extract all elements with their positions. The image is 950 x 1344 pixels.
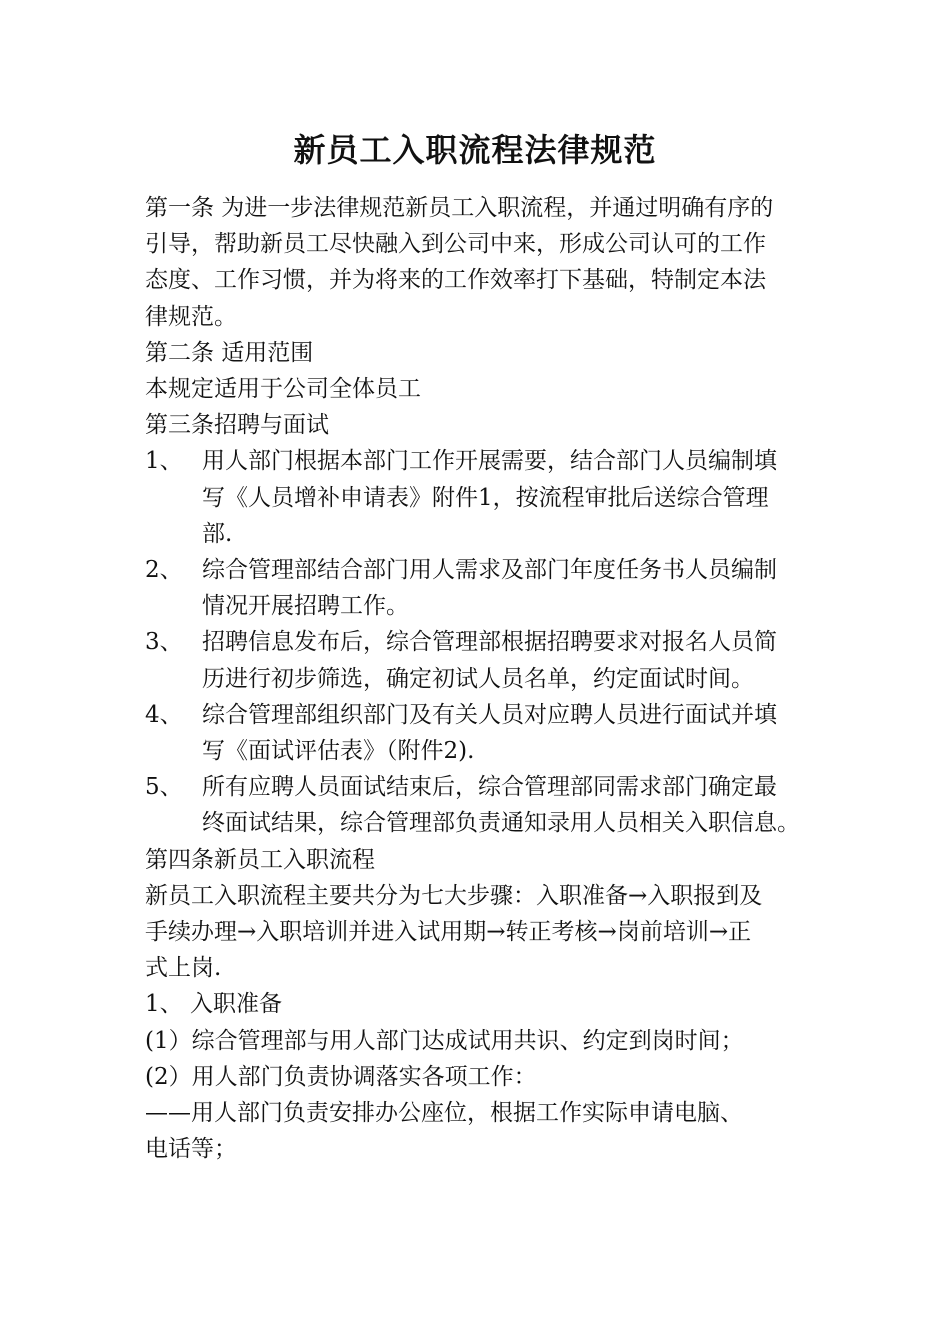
item-line: 终面试结果，综合管理部负责通知录用人员相关入职信息。 xyxy=(202,810,800,837)
item-number: 5、 xyxy=(145,774,183,801)
item-line: 招聘信息发布后，综合管理部根据招聘要求对报名人员简 xyxy=(202,629,777,656)
article-2-heading: 第二条 适用范围 xyxy=(145,339,314,366)
item-line: 写《人员增补申请表》附件1，按流程审批后送综合管理 xyxy=(202,484,769,511)
article-3-item-3 xyxy=(145,624,825,696)
document-title: 新员工入职流程法律规范 xyxy=(293,131,657,169)
article-1 xyxy=(145,190,825,335)
article-1-line: 引导，帮助新员工尽快融入到公司中来，形成公司认可的工作 xyxy=(145,231,766,258)
item-number: 2、 xyxy=(145,557,183,584)
item-line: 历进行初步筛选，确定初试人员名单，约定面试时间。 xyxy=(202,665,754,692)
item-text xyxy=(202,552,825,624)
article-1-line: 态度、工作习惯，并为将来的工作效率打下基础，特制定本法 xyxy=(145,267,766,294)
item-line: 综合管理部结合部门用人需求及部门年度任务书人员编制 xyxy=(202,557,777,584)
item-line: 用人部门根据本部门工作开展需要，结合部门人员编制填 xyxy=(202,448,777,475)
article-4-intro xyxy=(145,878,825,987)
dash-item-line: 电话等； xyxy=(145,1136,237,1163)
dash-item-line: ——用人部门负责安排办公座位，根据工作实际申请电脑、 xyxy=(145,1100,743,1127)
item-number: 4、 xyxy=(145,701,183,728)
step-1-sub-2: (2）用人部门负责协调落实各项工作： xyxy=(145,1063,537,1090)
item-line: 部. xyxy=(202,520,233,547)
article-4-intro-line: 手续办理→入职培训并进入试用期→转正考核→岗前培训→正 xyxy=(145,919,752,946)
article-3-heading: 第三条招聘与面试 xyxy=(145,412,329,439)
item-text xyxy=(202,769,825,841)
article-4-intro-line: 新员工入职流程主要共分为七大步骤：入职准备→入职报到及 xyxy=(145,882,763,909)
article-4-heading: 第四条新员工入职流程 xyxy=(145,846,375,873)
item-number: 3、 xyxy=(145,629,183,656)
item-line: 所有应聘人员面试结束后，综合管理部同需求部门确定最 xyxy=(202,774,777,801)
article-3-item-1 xyxy=(145,443,825,552)
item-line: 情况开展招聘工作。 xyxy=(202,593,409,620)
article-3-item-2 xyxy=(145,552,825,624)
article-3-item-5 xyxy=(145,769,825,841)
item-line: 综合管理部组织部门及有关人员对应聘人员进行面试并填 xyxy=(202,701,777,728)
step-1-dash-item xyxy=(145,1095,825,1167)
article-3-item-4 xyxy=(145,697,825,769)
step-1-sub-1: (1）综合管理部与用人部门达成试用共识、约定到岗时间； xyxy=(145,1027,744,1054)
article-2-text: 本规定适用于公司全体员工 xyxy=(145,376,421,403)
item-text xyxy=(202,443,825,552)
article-4-intro-line: 式上岗. xyxy=(145,955,222,982)
item-text xyxy=(202,697,825,769)
item-text xyxy=(202,624,825,696)
article-1-line: 第一条 为进一步法律规范新员工入职流程，并通过明确有序的 xyxy=(145,195,774,221)
step-1-heading: 1、 入职准备 xyxy=(145,991,282,1018)
document-body xyxy=(145,190,825,1167)
item-line: 写《面试评估表》（附件2). xyxy=(202,738,475,765)
item-number: 1、 xyxy=(145,448,183,475)
article-1-line: 律规范。 xyxy=(145,303,237,330)
